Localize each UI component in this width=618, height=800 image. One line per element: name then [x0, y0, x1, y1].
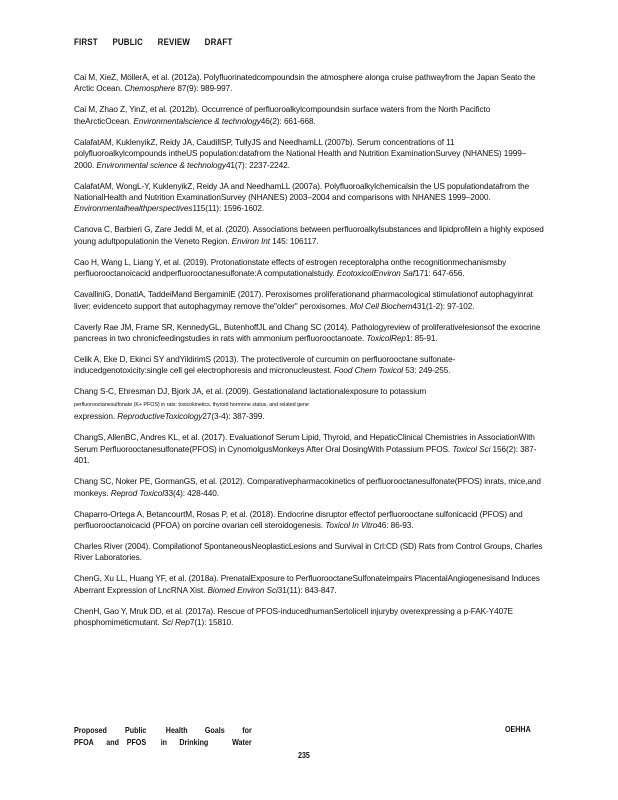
reference-entry: ChenG, Xu LL, Huang YF, et al. (2018a). PrenatalExposure to PerfluorooctaneSulfonateimpairs PlacentalAngiogenesisand Induces Aberrant Expression of LncRNA Xist. Biomed Environ Sci31(11): 843-847.	[74, 574, 540, 595]
reference-entry: Chaparro-Ortega A, BetancourtM, Rosas P, et al. (2018). Endocrine disruptor effectof perfluorooctane sulfonicacid (PFOS) and perfluorooctanoicacid (PFOA) on porcine ovarian cell steroidogenesis. Toxicol In Vitro46: 86-93.	[74, 509, 523, 530]
footer-document-title: Proposed Public Health Goals for PFOA and PFOS in Drinking Water	[74, 725, 252, 747]
reference-entry: Caverly Rae JM, Frame SR, KennedyGL, ButenhoffJL and Chang SC (2014). Pathologyreview of proliferativelesionsof the exocrine pancreas in two chronicfeedingstudies in rats with ammonium perfluorooctanoate. ToxicolRep1: 85-91.	[74, 322, 541, 344]
reference-list	[74, 72, 546, 638]
reference-entry: Chang S-C, Ehresman DJ, Bjork JA, et al. (2009). Gestationaland lactationalexposure to potassium perfluorooctanesulfonate (K+ PFOS) in rats: toxicokinetics, thyroid hormone status, and related gene expression. ReproductiveToxicology27(3-4): 387-399.	[74, 387, 427, 422]
reference-entry: CavalliniG, DonatiA, TaddeiMand BergaminiE (2017). Peroxisomes proliferationand pharmacological stimulationof autophagyinrat liver: evidenceto support that autophagymay remove the"older" peroxisomes. Mol Cell Biochem431(1-2): 97-102.	[74, 290, 533, 311]
reference-entry: Celik A, Eke D, Ekinci SY andYildirimS (2013). The protectiverole of curcumin on perfluorooctane sulfonate-inducedgenotoxicity:single cell gel electrophoresis and micronucleustest. Food Chem Toxicol 53: 249-255.	[74, 355, 456, 376]
reference-entry: Charles River (2004). Compilationof SpontaneousNeoplasticLesions and Survival in Crl:CD (SD) Rats from Control Groups, Charles River Laboratories.	[74, 541, 543, 563]
reference-entry: Chang SC, Noker PE, GormanGS, et al. (2012). Comparativepharmacokinetics of perfluorooctanesulfonate(PFOS) inrats, mice,and monkeys. Reprod Toxicol33(4): 428-440.	[74, 477, 541, 498]
reference-entry: Cai M, XieZ, MöllerA, et al. (2012a). Polyfluorinatedcompoundsin the atmosphere alonga cruise pathwayfrom the Japan Seato the Arctic Ocean. Chemosphere 87(9): 989-997.	[74, 73, 536, 94]
page-number: 235	[298, 750, 310, 760]
reference-entry: ChangS, AllenBC, Andres KL, et al. (2017). Evaluationof Serum Lipid, Thyroid, and HepaticClinical Chemistries in AssociationWith Serum Perfluorooctanesulfonate(PFOS) in CynomolgusMonkeys After Oral DosingWith Potassium PFOS. Toxicol Sci 156(2): 387-401.	[74, 433, 537, 466]
reference-entry: CalafatAM, KuklenyikZ, Reidy JA, CaudillSP, TullyJS and NeedhamLL (2007b). Serum concentrations of 11 polyfluoroalkylcompounds intheUS population:datafrom the National Health and Nutrition ExaminationSurvey (NHANES) 1999–2000. Environmental science & technology41(7): 2237-2242.	[74, 137, 527, 170]
reference-entry: Cai M, Zhao Z, YinZ, et al. (2012b). Occurrence of perfluoroalkylcompoundsin surface waters from the North Pacificto theArcticOcean. Environmentalscience & technology46(2): 661-668.	[74, 105, 491, 126]
reference-entry: ChenH, Gao Y, Mruk DD, et al. (2017a). Rescue of PFOS-inducedhumanSertolicell injuryby overexpressing a p-FAK-Y407E phosphomimeticmutant. Sci Rep7(1): 15810.	[74, 606, 513, 628]
reference-entry: Canova C, Barbieri G, Zare Jeddi M, et al. (2020). Associations between perfluoroalkylsubstances and lipidprofilein a highly exposed young adultpopulationin the Veneto Region. Environ Int 145: 106117.	[74, 225, 544, 246]
draft-header: FIRST PUBLIC REVIEW DRAFT	[74, 37, 233, 47]
reference-entry: CalafatAM, WongL-Y, KuklenyikZ, Reidy JA and NeedhamLL (2007a). Polyfluoroalkylchemicalsin the US populationdatafrom the NationalHealth and Nutrition ExaminationSurvey (NHANES) 2003–2004 and comparisons with NHANES 1999–2000. Environmentalhealthperspectives115(11): 1596-1602.	[74, 181, 530, 214]
reference-entry: Cao H, Wang L, Liang Y, et al. (2019). Protonationstate effects of estrogen receptoralpha onthe recognitionmechanismsby perfluorooctanoicacid andperfluorooctanesulfonate:A computationalstudy. EcotoxicolEnviron Saf171: 647-656.	[74, 257, 507, 279]
footer-agency: OEHHA	[505, 724, 531, 734]
